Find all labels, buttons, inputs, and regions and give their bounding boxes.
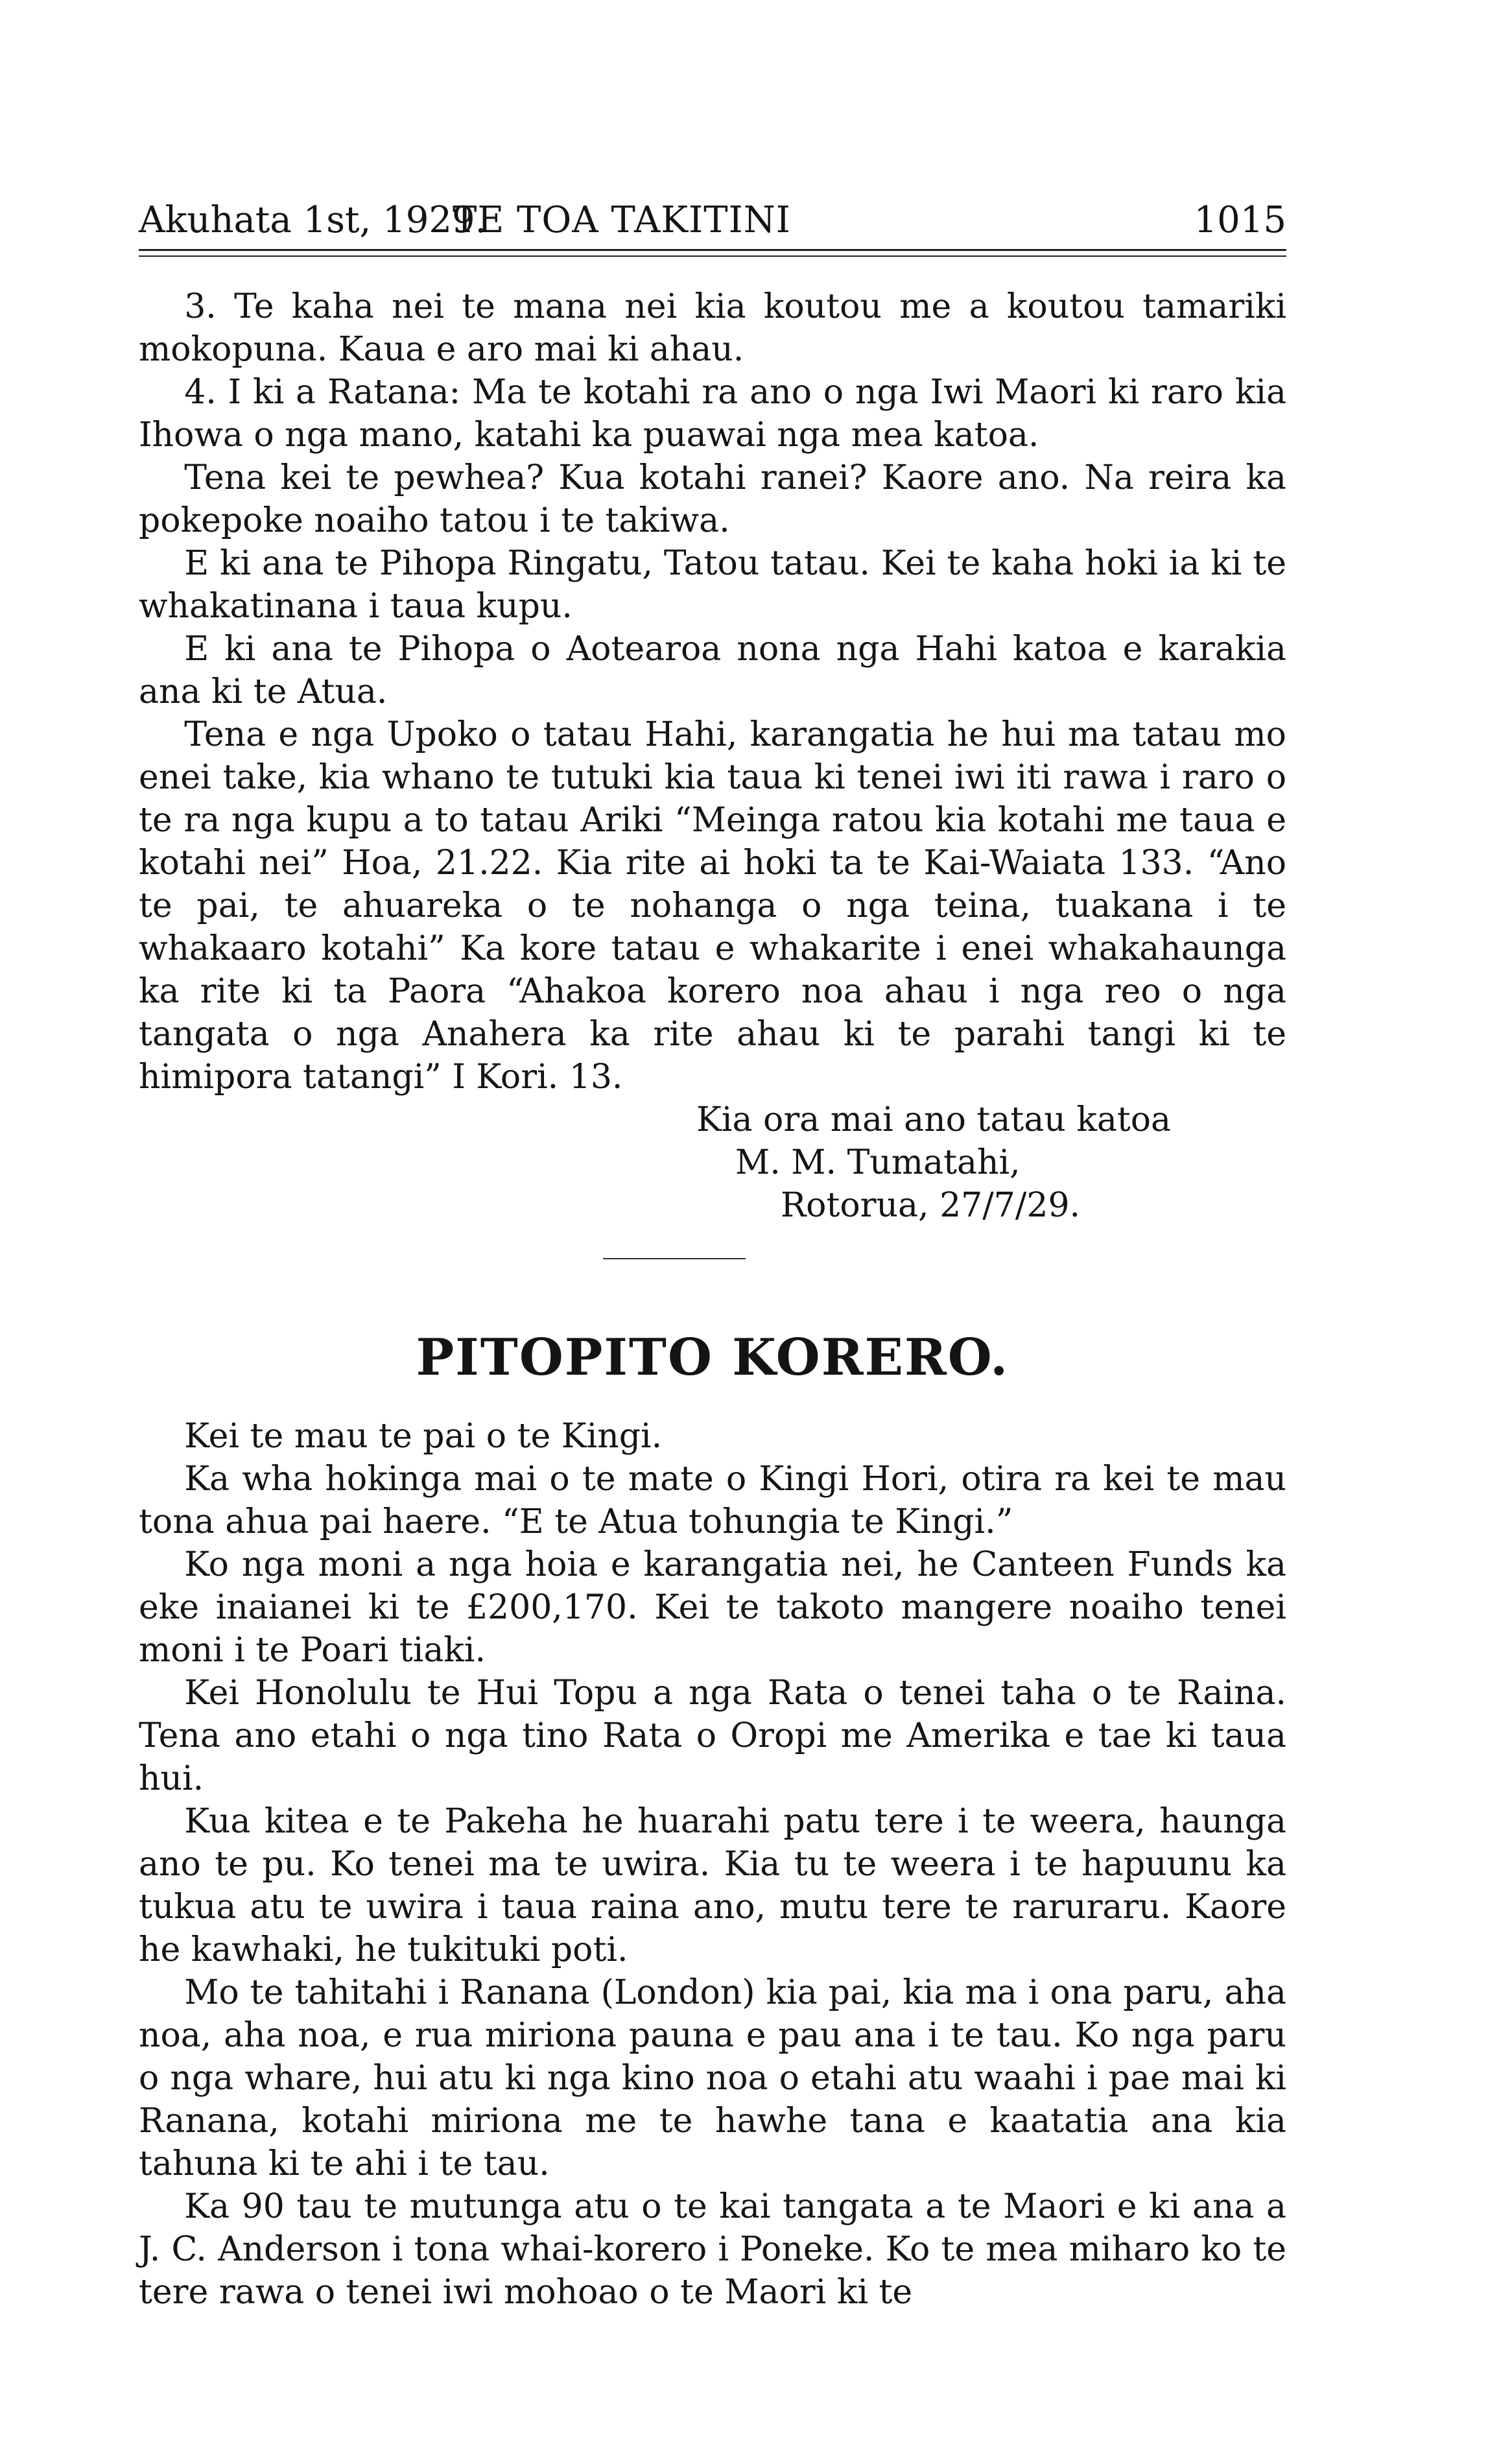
letter-paragraph: E ki ana te Pihopa Ringatu, Tatou tatau. Kei te kaha hoki ia ki te whakatinana i taua kupu. [139,544,1286,626]
news-paragraph: Ka wha hokinga mai o te mate o Kingi Hori, otira ra kei te mau tona ahua pai haere. “E te Atua tohungia te Kingi.” [139,1460,1286,1541]
letter-paragraph: Tena e nga Upoko o tatau Hahi, karangatia he hui ma tatau mo enei take, kia whano te tutuki kia taua ki tenei iwi iti rawa i raro o te ra nga kupu a to tatau Ariki “Meinga ratou kia kotahi me taua e kotahi nei” Hoa, 21.22. Kia rite ai hoki ta te Kai-Waiata 133. “Ano te pai, te ahuareka o te nohanga o nga teina, tuakana i te whakaaro kotahi” Ka kore tatau e whakarite i enei whakahaunga ka rite ki ta Paora “Ahakoa korero noa ahau i nga reo o nga tangata o nga Anahera ka rite ahau ki te parahi tangi ki te himipora tatangi” I Kori. 13. [139,715,1286,1097]
page-body [139,285,1286,2314]
paper-title: TE TOA TAKITINI [453,199,791,241]
news-paragraph: Mo te tahitahi i Ranana (London) kia pai, kia ma i ona paru, aha noa, aha noa, e rua miriona pauna e pau ana i te tau. Ko nga paru o nga whare, hui atu ki nga kino noa o etahi atu waahi i pae mai ki Ranana, kotahi miriona me te hawhe tana e kaatatia ana kia tahuna ki te ahi i te tau. [139,1973,1286,2183]
signature-closing: Kia ora mai ano tatau katoa [696,1100,1172,1139]
page-number: 1015 [1194,199,1286,241]
issue-date: Akuhata 1st, 1929. [139,199,487,241]
news-paragraph: Ko nga moni a nga hoia e karangatia nei, he Canteen Funds ka eke inaianei ki te £200,170. Kei te takoto mangere noaiho tenei moni i te Poari tiaki. [139,1545,1286,1670]
signature-place-date: Rotorua, 27/7/29. [781,1186,1081,1225]
header-rule-thin [139,255,1286,257]
letter-paragraph: E ki ana te Pihopa o Aotearoa nona nga Hahi katoa e karakia ana ki te Atua. [139,630,1286,711]
section-heading: PITOPITO KORERO. [416,1328,1010,1387]
news-paragraph: Ka 90 tau te mutunga atu o te kai tangata a te Maori e ki ana a J. C. Anderson i tona whai-korero i Poneke. Ko te mea miharo ko te tere rawa o tenei iwi mohoao o te Maori ki te [139,2187,1286,2312]
letter-paragraph: Tena kei te pewhea? Kua kotahi ranei? Kaore ano. Na reira ka pokepoke noaiho tatou i te takiwa. [139,458,1286,540]
signature-name: M. M. Tumatahi, [735,1143,1021,1182]
header-rule [139,249,1286,251]
news-paragraph: Kua kitea e te Pakeha he huarahi patu tere i te weera, haunga ano te pu. Ko tenei ma te uwira. Kia tu te weera i te hapuunu ka tukua atu te uwira i taua raina ano, mutu tere te raruraru. Kaore he kawhaki, he tukituki poti. [139,1802,1286,1969]
news-paragraph: Kei Honolulu te Hui Topu a nga Rata o tenei taha o te Raina. Tena ano etahi o nga tino Rata o Oropi me Amerika e tae ki taua hui. [139,1674,1286,1798]
letter-paragraph: 3. Te kaha nei te mana nei kia koutou me a koutou tamariki mokopuna. Kaua e aro mai ki ahau. [139,287,1286,369]
section-divider [603,1258,746,1259]
letter-section [139,285,1286,1227]
news-section [139,1327,1286,2314]
letter-paragraph: 4. I ki a Ratana: Ma te kotahi ra ano o nga Iwi Maori ki raro kia Ihowa o nga mano, katahi ka puawai nga mea katoa. [139,373,1286,455]
page-header [139,195,1286,246]
news-paragraph: Kei te mau te pai o te Kingi. [184,1417,663,1456]
